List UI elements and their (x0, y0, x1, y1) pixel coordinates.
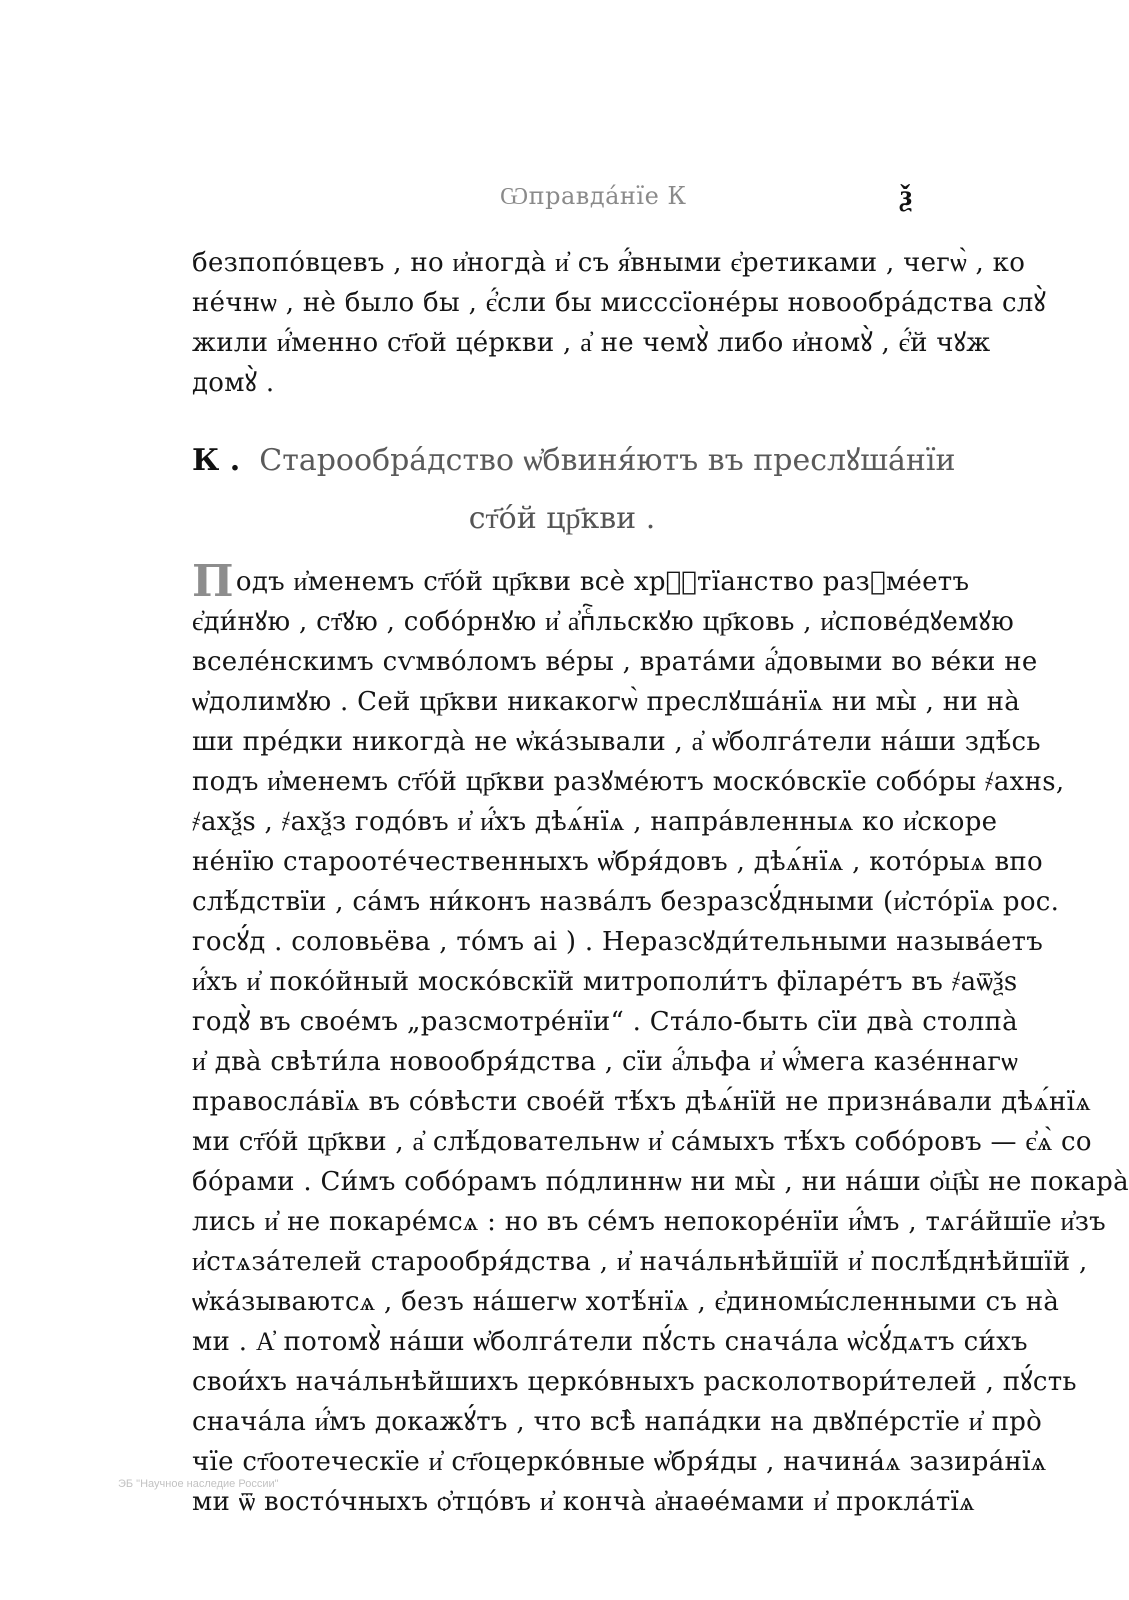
text-line: не́нїю старооте́чественныхъ ѡ҆бря́довъ , дѣѧ́нїѧ , кото́рыѧ впо (192, 847, 1043, 877)
text-line-content: одъ и҆менемъ ст҃о́й цр҃кви всѐ хрⷭ҇тїанство разꙋме́етъ (235, 567, 970, 597)
text-line: не́чнѡ , нѐ было бы , є҆́сли бы мисссїоне́ры новообра́дства слꙋ̀ (192, 288, 1047, 318)
text-line: ѡ҆ка́зываютсѧ , безъ на́шегѡ хотѣ́нїѧ , є҆диномы́сленными съ на̀ (192, 1287, 1060, 1317)
section-heading-line-1 (192, 432, 956, 490)
text-line: вселе́нскимъ сѵмво́ломъ ве́ры , врата́ми а҆́довыми во ве́ки не (192, 647, 1038, 677)
text-line: снача́ла и҆́мъ докажꙋ́тъ , что всѣ̀ напа́дки на двꙋпе́рстїе и҆ про̀ (192, 1407, 1043, 1437)
text-line: свои́хъ нача́льнѣйшихъ церко́вныхъ расколотвори́телей , пꙋ́сть (192, 1367, 1077, 1397)
text-line: годꙋ̀ въ свое́мъ „разсмотре́нїи“ . Ста́ло-быть сїи два̀ столпа̀ (192, 1007, 1018, 1037)
text-line: ми . А҆ потомꙋ̀ на́ши ѡ҆болга́тели пꙋ́сть снача́ла ѡ҆сꙋ́дѧтъ си́хъ (192, 1327, 1028, 1357)
section-title: Старообра́дство ѡ҆бвиня́ютъ въ преслꙋша́нїи (259, 443, 956, 478)
running-head-title: Ѡправда́нїе К (500, 182, 687, 210)
text-line: и҆ два̀ свѣти́ла новообря́дства , сїи а҆́льфа и҆ ѡ҆́мега казе́ннагѡ (192, 1047, 1019, 1077)
text-line: ми ѿ восто́чныхъ ѻ҆тцо́въ и҆ конча̀ а҆наѳе́мами и҆ прокла́тїѧ (192, 1487, 975, 1517)
running-head (0, 178, 1128, 222)
text-line: ѡ҆долимꙋю . Сей цр҃кви никакогѡ̀ преслꙋша́нїѧ ни мы̀ , ни на̀ (192, 687, 1020, 717)
text-line: жили и҆́менно ст҃ой це́ркви , а҆ не чемꙋ̀ либо и҆номꙋ̀ , є҆́й чꙋж (192, 328, 991, 358)
text-line: безпопо́вцевъ , но и҆ногда̀ и҆ съ я҆́вными є҆ретиками , чегѡ̀ , ко (192, 248, 1026, 278)
text-line: домꙋ̀ . (192, 368, 275, 398)
text-line: и҆́хъ и҆ поко́йный моско́вскїй митрополи́тъ фїларе́тъ въ ҂аѿѯѕ (192, 967, 1018, 997)
page-number: ѯ (900, 178, 913, 213)
text-line: госꙋ́д . соловьёва , то́мъ аі ) . Неразсꙋди́тельными называ́етъ (192, 927, 1044, 957)
text-line: ши пре́дки никогда̀ не ѡ҆ка́зывали , а҆ ѡ҆болга́тели на́ши здѣ́сь (192, 727, 1041, 757)
text-line: бо́рами . Си́мъ собо́рамъ по́длиннѡ ни мы̀ , ни на́ши ѻ҆ц҃ы̀ не покара̀ (192, 1167, 1129, 1197)
watermark-footer: ЭБ "Научное наследие России" (118, 1478, 279, 1490)
text-line: чїе ст҃оотеческїе и҆ ст҃оцерко́вные ѡ҆бря́ды , начина́ѧ зазира́нїѧ (192, 1447, 1047, 1477)
section-heading (192, 432, 956, 548)
body-paragraph (192, 556, 1129, 1522)
drop-cap: П (192, 556, 234, 607)
text-line: лись и҆ не покаре́мсѧ : но въ се́мъ непокоре́нїи и҆́мъ , тѧга́йшїе и҆зъ (192, 1207, 1107, 1237)
text-line: слѣ́дствїи , са́мъ ни́конъ назва́лъ безразсꙋ́дными (и҆сто́рїѧ рос. (192, 887, 1060, 917)
intro-paragraph (192, 243, 1047, 403)
text-line (192, 556, 970, 607)
text-line: ҂ахѯѕ , ҂ахѯз годо́въ и҆ и҆́хъ дѣѧ́нїѧ , напра́вленныѧ ко и҆скоре (192, 807, 998, 837)
text-line: подъ и҆менемъ ст҃о́й цр҃кви разꙋме́ютъ моско́вскїе собо́ры ҂ахнѕ, (192, 767, 1065, 797)
section-heading-line-2: ст҃о́й цр҃кви . (468, 501, 656, 536)
text-line: є҆ди́нꙋю , ст҃ꙋю , собо́рнꙋю и҆ а҆пⷭ҇льскꙋю цр҃ковь , и҆спове́дꙋемꙋю (192, 607, 1015, 637)
text-line: правосла́вїѧ въ со́вѣсти свое́й тѣ́хъ дѣѧ́нїй не призна́вали дѣѧ́нїѧ (192, 1087, 1091, 1117)
text-line: ми ст҃о́й цр҃кви , а҆ слѣ́довательнѡ и҆ са́мыхъ тѣ́хъ собо́ровъ — є҆ѧ̀ со (192, 1127, 1092, 1157)
section-number: К . (192, 443, 241, 478)
text-line: и҆стѧза́телей старообря́дства , и҆ нача́льнѣйшїй и҆ послѣ́днѣйшїй , (192, 1247, 1088, 1277)
